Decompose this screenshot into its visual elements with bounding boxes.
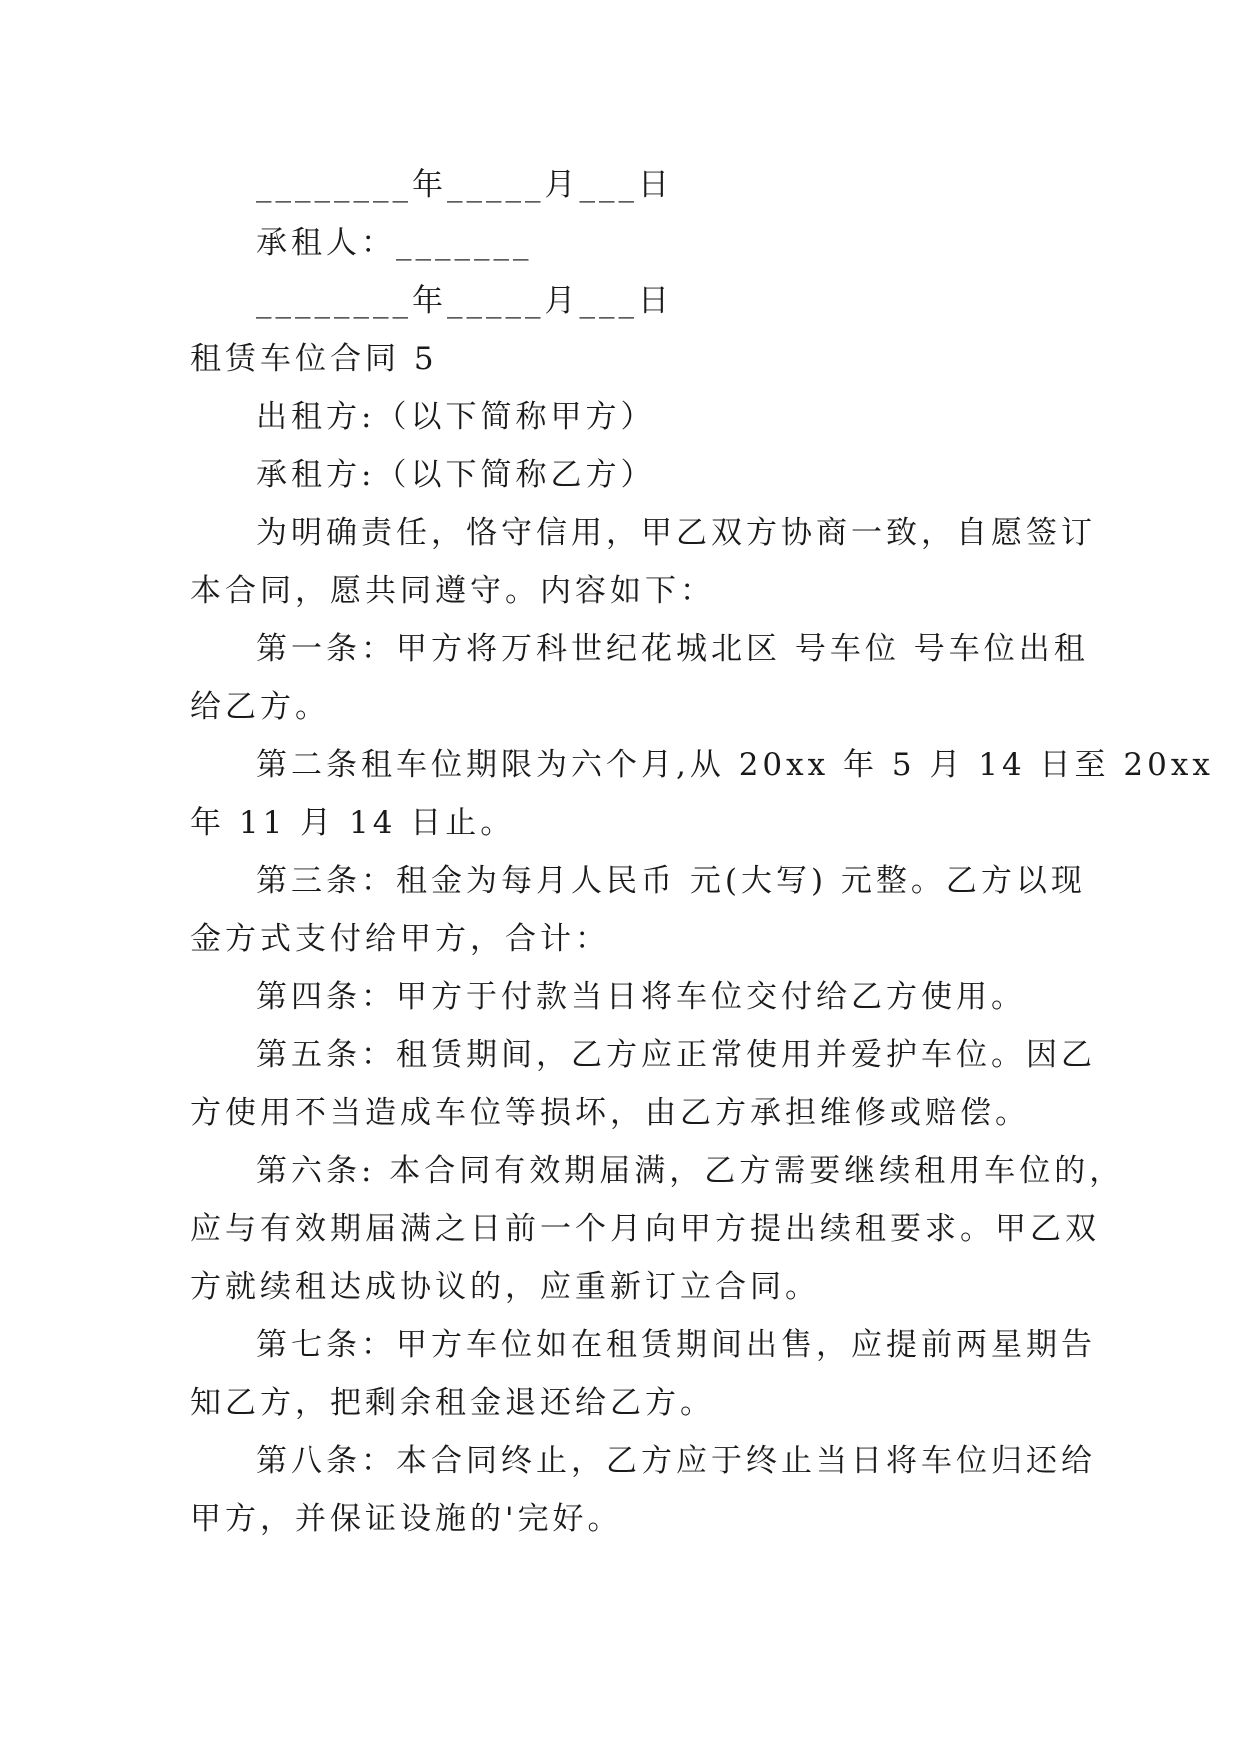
article-7-line-2: 知乙方，把剩余租金退还给乙方。 bbox=[190, 1385, 715, 1421]
article-2-line-2: 年 11 月 14 日止。 bbox=[190, 805, 516, 841]
article-4-line-1: 第四条：甲方于付款当日将车位交付给乙方使用。 bbox=[256, 979, 1026, 1015]
article-2-line-1: 第二条租车位期限为六个月,从 20xx 年 5 月 14 日至 20xx bbox=[256, 747, 1214, 783]
article-5-line-2: 方使用不当造成车位等损坏，由乙方承担维修或赔偿。 bbox=[190, 1095, 1030, 1131]
article-8-line-2: 甲方，并保证设施的'完好。 bbox=[190, 1501, 623, 1537]
article-6-line-3: 方就续租达成协议的，应重新订立合同。 bbox=[190, 1269, 820, 1305]
article-6-line-2: 应与有效期届满之日前一个月向甲方提出续租要求。甲乙双 bbox=[190, 1211, 1100, 1247]
lessee-party: 承租方:（以下简称乙方） bbox=[256, 457, 656, 493]
article-7-line-1: 第七条：甲方车位如在租赁期间出售，应提前两星期告 bbox=[256, 1327, 1096, 1363]
preamble-line-2: 本合同，愿共同遵守。内容如下： bbox=[190, 573, 715, 609]
preamble-line-1: 为明确责任，恪守信用，甲乙双方协商一致，自愿签订 bbox=[256, 515, 1096, 551]
date-line-2: ________年_____月___日 bbox=[256, 283, 673, 319]
article-6-line-1: 第六条: 本合同有效期届满，乙方需要继续租用车位的， bbox=[256, 1153, 1125, 1189]
article-1-line-1: 第一条：甲方将万科世纪花城北区 号车位 号车位出租 bbox=[256, 631, 1089, 667]
lessor-party: 出租方:（以下简称甲方） bbox=[256, 399, 656, 435]
contract-title: 租赁车位合同 5 bbox=[190, 341, 438, 377]
article-8-line-1: 第八条：本合同终止，乙方应于终止当日将车位归还给 bbox=[256, 1443, 1096, 1479]
date-line-1: ________年_____月___日 bbox=[256, 167, 673, 203]
lessee-signature-line: 承租人：_______ bbox=[256, 225, 533, 261]
article-1-line-2: 给乙方。 bbox=[190, 689, 330, 725]
article-5-line-1: 第五条：租赁期间，乙方应正常使用并爱护车位。因乙 bbox=[256, 1037, 1096, 1073]
document-body bbox=[190, 156, 1214, 1548]
article-3-line-1: 第三条：租金为每月人民币 元(大写) 元整。乙方以现 bbox=[256, 863, 1086, 899]
article-3-line-2: 金方式支付给甲方，合计： bbox=[190, 921, 610, 957]
